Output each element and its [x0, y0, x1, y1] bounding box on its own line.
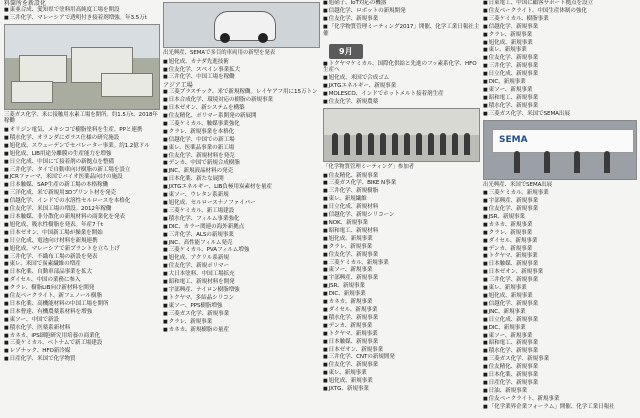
news-entry: ■ 昭和電工、新規事業 — [483, 340, 637, 347]
news-entry: ■ カネカ、新規樹脂の量産 — [163, 327, 320, 334]
news-entry: ■ 三菱ガス化学、米国でSEMA出展 — [483, 111, 637, 118]
news-entry: ■ 住友化学、スペイン事業拡大 — [163, 67, 320, 74]
news-entry: ■ トクヤマ、新規事業 — [483, 253, 637, 260]
news-entry: ■ 信越化学、ロボットの新規開発 — [323, 8, 480, 15]
news-entry: ■ NOK、新規事業 — [323, 220, 480, 227]
photo-caption: 出光興産、米国でSEMA出展 — [483, 181, 553, 188]
news-entry: ■ 旭化成、マレーシアで新プラントを立ち上げ — [4, 246, 160, 253]
news-entry: ■ 三菱ケミカル、触媒事業強化 — [163, 121, 320, 128]
news-entry: ■ 日本化薬、高機能材料の中国工場を開所 — [4, 301, 160, 308]
news-entry: ■ 住友化学、新規事業 — [483, 55, 637, 62]
news-entry: ■ 積水化学、オランダにガラス仕様の研究施設 — [4, 135, 160, 142]
entry-list — [163, 89, 320, 333]
news-entry: ■ 積水化学、医薬系新材料 — [4, 325, 160, 332]
news-entry: ■ 住友精化、ポリマー系開発の新展開 — [163, 113, 320, 120]
news-entry: ■ 三井化学、新規樹脂 — [323, 188, 480, 195]
news-entry: ■ 日本ゼオン、中国新工場が操業を開始 — [4, 230, 160, 237]
news-entry: ■ 日本ゼオン、新規事業 — [323, 347, 480, 354]
news-entry: ■ 日本触媒、SAP生産の新工場の本格稼働 — [4, 182, 160, 189]
news-entry: ■ 昭和電工、新規材料を開発 — [163, 279, 320, 286]
month-label: 9月 — [329, 44, 363, 59]
news-entry: ■ 三井化学、CNTの新規開発 — [323, 354, 480, 361]
news-entry: ■ 日本触媒、新規事業 — [323, 339, 480, 346]
news-entry: ■ クラレ、新規事業 — [483, 230, 637, 237]
news-entry: ■ JNC、高性能フィルム発売 — [163, 240, 320, 247]
news-entry: ■ JSR、新規事業 — [483, 214, 637, 221]
news-entry: ■ 三井化学、タイで自動車向け樹脂の新工場を設立 — [4, 167, 160, 174]
entry-list-top — [4, 7, 160, 22]
banner-text: SEMA — [499, 134, 528, 145]
news-entry: ■ 日立化成、電池向け材料を新規連携 — [4, 238, 160, 245]
photo-caption: 三菱ガス化学、米に接触用水素工場を開所。約1.5万t、2018年稼働 — [4, 111, 158, 125]
entry-list-top — [163, 59, 320, 82]
news-entry: ■ 三菱ケミカル、新工場建設 — [163, 208, 320, 215]
news-entry: ■ 住友ベークライト、新フェノール樹脂 — [4, 293, 160, 300]
news-entry: ■ ダイセル、中国の業務に参入 — [4, 277, 160, 284]
news-entry: ■ 旭化成、カナダ先進技術 — [163, 59, 320, 66]
entry-list-top — [483, 0, 637, 118]
news-entry: ■ 日立化成、新規事業 — [483, 71, 637, 78]
group-photo — [323, 108, 480, 162]
news-entry: ■ 住友化学、新規材料を発売 — [163, 153, 320, 160]
news-entry: ■ 三洋化成、米で新規用3Dプリント材を発売 — [4, 190, 160, 197]
news-entry: ■ 昭和電工、新規材料 — [323, 228, 480, 235]
news-entry: ■ DIC、新規事業 — [483, 79, 637, 86]
vehicle-photo — [163, 2, 320, 48]
column-3 — [323, 0, 480, 418]
news-entry: ■ 東ソー、中国で新設 — [4, 317, 160, 324]
news-entry: ■ カネカ、新規事業 — [483, 222, 637, 229]
news-entry: ■ カネカ、新規事業 — [323, 299, 480, 306]
news-entry: ■ 住友ベークライト、新規事業 — [483, 396, 637, 403]
news-entry: ■ 積水化学、新規事業 — [323, 315, 480, 322]
column-heading: 料箇所を新設化 — [4, 0, 47, 7]
news-entry: ■ 昭和電工、新規事業 — [483, 95, 637, 102]
entry-list-b — [323, 173, 480, 393]
news-entry: ■ JNC、新規事業 — [483, 309, 637, 316]
news-entry: ■ 旭化成、米国で合成ゴム — [323, 75, 480, 82]
news-entry: ■ クラレ、新規事業 — [483, 32, 637, 39]
news-entry: ■ トクヤマケミカル、国際化供給と先進のフッ素系化学、HFO生産へ — [323, 61, 480, 75]
news-entry: ■ トクヤマ、新規事業 — [323, 331, 480, 338]
news-entry: ■ 旭化成、LIB用途分離膜の生産能力を増強 — [4, 151, 160, 158]
news-entry: ■ 東レ、新規事業 — [483, 47, 637, 54]
news-entry: ■ 日本触媒、新規事業 — [483, 261, 637, 268]
news-entry: ■ 信越化学、新規事業 — [483, 301, 637, 308]
column-1 — [4, 0, 160, 418]
exhibit-photo — [483, 120, 637, 180]
news-entry: ■ 三井化学、中国工場を稼働 — [163, 74, 320, 81]
news-entry: ■ 東ソー、新規事業 — [483, 333, 637, 340]
news-entry: ■ 住友精化、新規事業 — [323, 173, 480, 180]
news-entry: ■ 日東電工、中国に顧客サポート拠点を設立 — [483, 0, 637, 7]
news-entry: ■ JXTG、新規事業 — [323, 386, 480, 393]
news-entry: ■ 三菱ケミカル、樹脂事業 — [483, 16, 637, 23]
news-entry: ■ トクヤマ、多結晶シリコン — [163, 295, 320, 302]
news-entry: ■ 三菱ケミカル、新規事業 — [483, 190, 637, 197]
news-entry: ■ 住友化学、新規農薬 — [323, 99, 480, 106]
news-entry: ■ 「化学業界企業フォーラム」開催、化学工業日報社 — [483, 404, 637, 411]
news-entry: ■ デンカ、中国で新規合成樹脂 — [163, 160, 320, 167]
news-entry: ■ JCRファーマ、米国でバイオ医薬品向けの施設 — [4, 174, 160, 181]
news-entry: ■ 東ソー、ウレタン系新規 — [163, 192, 320, 199]
news-entry: ■ 三菱プラスチック、米で新規稼働。レイヤアフ用に15万トン — [163, 89, 320, 96]
news-entry: ■ 東亜合成、愛知県で塗料用高純度工場を開設 — [4, 7, 160, 14]
news-entry: ■ 日本化薬、自動車部品事業を拡大 — [4, 269, 160, 276]
news-entry: ■ 旭化成、セルロースナノファイバー — [163, 200, 320, 207]
news-entry: ■ 三菱ケミカル、新規事業 — [323, 260, 480, 267]
photo-caption: 出光興産、SEMAで多目的車両用の新型を発表 — [163, 50, 276, 56]
news-entry: ■ 東レ、米国で炭素繊維の増産 — [4, 261, 160, 268]
news-entry: ■ 信越化学、中国での新工場 — [163, 137, 320, 144]
news-entry: ■ 三井化学、マレーシアで透明付き接着剤増強。年3.5万t — [4, 15, 160, 22]
news-entry: ■ クラレ、樹脂LiB向け新材料を開発 — [4, 285, 160, 292]
news-entry: ■ デンカ、新規事業 — [323, 323, 480, 330]
news-entry: ■ 住友化学、新規事業 — [483, 206, 637, 213]
news-entry: ■ 日本化薬、新たな展開 — [163, 176, 320, 183]
news-entry: ■ 日本化薬、新規事業 — [483, 372, 637, 379]
news-entry: ■ 日産化学、新規事業 — [483, 380, 637, 387]
news-entry: ■ 東ソー、PPS樹脂増強 — [163, 303, 320, 310]
news-entry: ■ 三菱ケミカル、ベトナムで新工場建設 — [4, 340, 160, 347]
news-entry: ■ 旭化成、新規事業 — [323, 378, 480, 385]
news-entry: ■ 住友ベークライト、中国生産体制の強化 — [483, 8, 637, 15]
news-entry: ■ 信越化学、インドでの水溶性セルロースを本格化 — [4, 198, 160, 205]
entry-list-a — [323, 61, 480, 106]
news-entry: ■ ダイセル、新規事業 — [323, 307, 480, 314]
news-entry: ■ 東レ、新規繊維 — [323, 196, 480, 203]
news-entry: ■ 日本ゼオン、新規事業 — [483, 269, 637, 276]
news-entry: ■ レゾナック、HFO新冷媒 — [4, 348, 160, 355]
news-entry: ■ 大日本塗料、中国工場拡充 — [163, 271, 320, 278]
news-entry: ■ 東ソー、新規事業 — [323, 267, 480, 274]
entry-list — [483, 190, 637, 410]
news-entry: ■ 東レ、医薬品事業の新工場 — [163, 145, 320, 152]
news-entry: ■ 旭化成、新規事業 — [483, 40, 637, 47]
news-entry: ■ デンカ、新規事業 — [483, 246, 637, 253]
news-entry: ■ 三菱ガス化学、新規事業 — [163, 311, 320, 318]
news-entry: ■ 三菱ケミカル、PVAフィルム増強 — [163, 247, 320, 254]
news-entry: ■ カネカ、iPS細胞研究用培養の商業化 — [4, 333, 160, 340]
news-entry: ■ 日本曹達、有機農薬系材料を増強 — [4, 309, 160, 316]
news-entry: ■ DIC、新規事業 — [483, 325, 637, 332]
news-entry: ■ 東レ、新規事業 — [323, 370, 480, 377]
news-entry: ■ 信越化学、新規シリコーン — [323, 212, 480, 219]
news-entry: ■ 日本触媒、非分散化の新規材料の商業化を発表 — [4, 214, 160, 221]
news-entry: ■ 三井化学、新規事業 — [483, 63, 637, 70]
news-entry: ■ DIC、カラー関連の海外新拠点 — [163, 224, 320, 231]
news-entry: ■ 東ソー、新規事業 — [483, 87, 637, 94]
news-entry: ■ 日立化成、新規事業 — [483, 317, 637, 324]
news-entry: ■ 積水化学、フィルム事業強化 — [163, 216, 320, 223]
news-entry: ■ クラレ、新規事業 — [163, 319, 320, 326]
photo-caption: 「化学物質管理ミーティング」参加者 — [323, 163, 415, 170]
news-entry: ■ 住友化学、新規事業 — [323, 362, 480, 369]
news-entry: ■ 宇部興産、新規事業 — [483, 198, 637, 205]
column-2 — [163, 0, 320, 418]
news-entry: ■ JXTGエネルギー、新規事業 — [323, 83, 480, 90]
news-entry: ■ 住友精化、新規事業 — [483, 364, 637, 371]
column-4 — [483, 0, 637, 418]
news-entry: ■ 日立化成、新規材料 — [323, 204, 480, 211]
news-entry: ■ MOLESCO、インドでホットメルト接着剤生産 — [323, 91, 480, 98]
news-entry: ■ DIC、新規事業 — [323, 291, 480, 298]
news-entry: ■ 信越化学、新規事業 — [483, 24, 637, 31]
section-heading: アジア工場 — [163, 82, 193, 90]
news-entry: ■ 住友化学、米国工場の増設。2012年稼働 — [4, 206, 160, 213]
news-entry: ■ 旭化成、アクリル系新規 — [163, 255, 320, 262]
news-entry: ■ 住友化学、新規事業 — [323, 16, 480, 23]
news-entry: ■ 日本合成化学、環境対応の樹脂の新規事業 — [163, 97, 320, 104]
news-entry: ■ 三井化学、不織布工場の新設を発表 — [4, 254, 160, 261]
news-entry: ■ JSR、新規事業 — [323, 283, 480, 290]
news-entry: ■ クラレ、新規事業を本格化 — [163, 129, 320, 136]
news-entry: ■ 旭化成、スウェーデンでセパレーター事業。約1.2億ドル — [4, 143, 160, 150]
entry-list-top — [323, 0, 480, 38]
news-entry: ■ JNC、新規液晶材料の発売 — [163, 168, 320, 175]
news-entry: ■ 日産化学、米国で化学物質 — [4, 356, 160, 363]
news-entry: ■ 宇部興産、新規事業 — [323, 275, 480, 282]
news-entry: ■ 宇部興産、ナイロン樹脂増強 — [163, 287, 320, 294]
news-entry: ■ 旭化成、新規事業 — [483, 293, 637, 300]
news-entry: ■ オリジン電気、メキシコで樹脂塗料を生産。PPと連携 — [4, 127, 160, 134]
news-entry: ■ 三菱ガス化学、新規事業 — [483, 356, 637, 363]
news-entry: ■ 日本ゼオン、新システムを構築 — [163, 105, 320, 112]
news-entry: ■ 日立化成、中国にて接着剤の新拠点を整備 — [4, 159, 160, 166]
news-entry: ■ 旭化成、新規事業 — [323, 236, 480, 243]
news-entry: ■ 東レ、新規事業 — [483, 285, 637, 292]
news-entry: ■ 積水化学、新規事業 — [483, 103, 637, 110]
news-entry: ■ 「化学物質管理ミーティング2017」開催、化学工業日報社主催 — [323, 24, 480, 38]
factory-photo — [4, 24, 160, 110]
news-entry: ■ 三井化学、新規事業 — [483, 277, 637, 284]
news-entry: ■ JXTGエネルギー、LIB負極用炭素材を量産 — [163, 184, 320, 191]
news-entry: ■ 住友化学、新規ポリマー — [163, 263, 320, 270]
news-entry: ■ 三菱ガス化学、BIKE N事業 — [323, 180, 480, 187]
news-entry: ■ 旭硝子、IoT対応の機器 — [323, 0, 480, 7]
news-entry: ■ 住友化学、新規事業 — [323, 252, 480, 259]
news-entry: ■ 旭化成、吸水性樹脂を発表。年産7千t — [4, 222, 160, 229]
entry-list — [4, 127, 160, 363]
news-entry: ■ 三井化学、ALSの新規事業 — [163, 232, 320, 239]
exhibit-banner — [492, 129, 634, 153]
news-entry: ■ ダイセル、新規事業 — [483, 238, 637, 245]
news-entry: ■ 積水化学、新規事業 — [483, 348, 637, 355]
news-entry: ■ 日油、新規事業 — [483, 388, 637, 395]
news-entry: ■ クラレ、新規事業 — [323, 244, 480, 251]
